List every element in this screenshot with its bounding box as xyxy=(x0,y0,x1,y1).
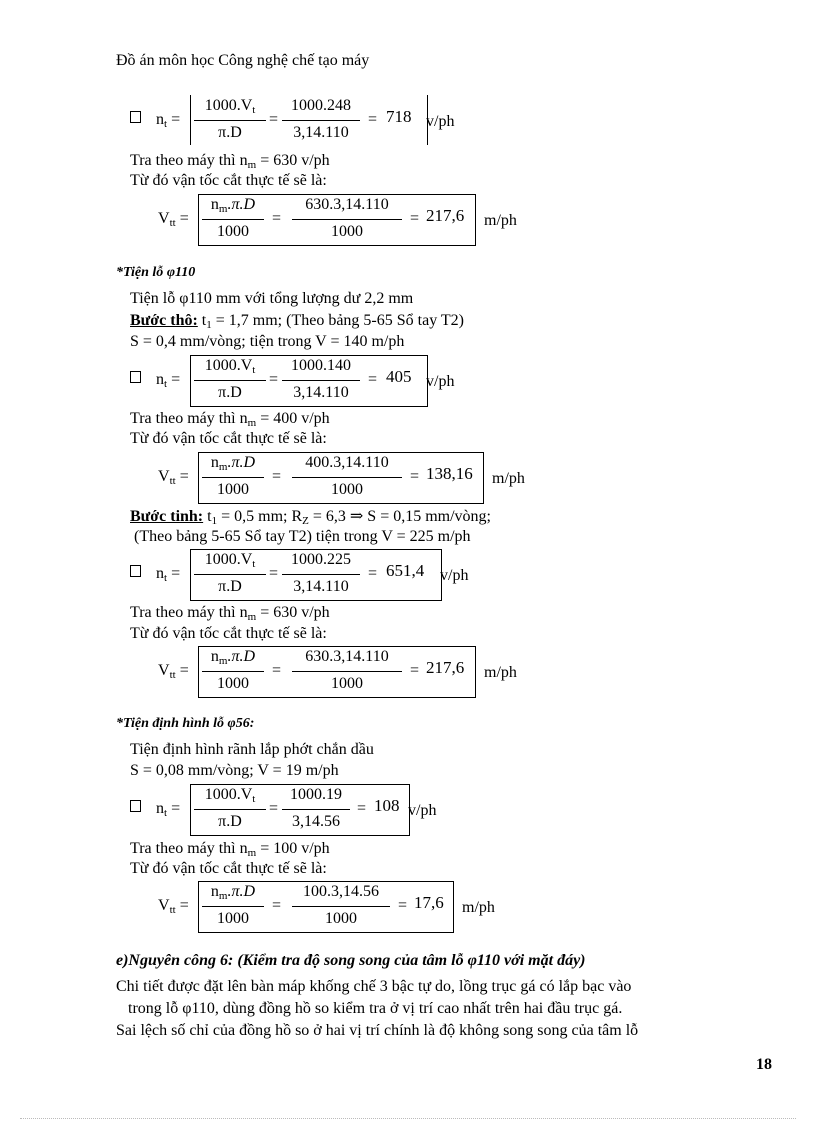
fraction-numeric: 1000.248 3,14.110 xyxy=(280,95,362,145)
bullet-square-icon xyxy=(130,800,141,812)
fraction-numeric: 1000.225 3,14.110 xyxy=(280,549,362,599)
formula-lhs: $V_{tt}$ = xyxy=(158,662,189,681)
intro-line: Tiện lỗ φ110 mm với tổng lượng dư 2,2 mm xyxy=(130,290,414,307)
tra-line-4: Tra theo máy thì $n_m = 100$ v/ph xyxy=(130,840,330,859)
n-formula-2: $n_t$ = $1000.V_t$ π.D = 1000.140 3,14.110 = 405 v/ph xyxy=(128,355,468,407)
tudo-line-2: Từ đó vận tốc cắt thực tế sẽ là: xyxy=(130,430,327,447)
tudo-line-3: Từ đó vận tốc cắt thực tế sẽ là: xyxy=(130,625,327,642)
v-formula-2: $V_{tt}$ = $n_m.\pi.D$ 1000 = 400.3,14.110 1000 = 138,16 m/ph xyxy=(158,452,558,504)
n-formula-3: $n_t$ = $1000.V_t$ π.D = 1000.225 3,14.110 = 651,4 v/ph xyxy=(128,549,488,601)
formula-unit: v/ph xyxy=(426,113,455,130)
fraction-numeric: 1000.19 3,14.56 xyxy=(280,784,352,834)
bullet-square-icon xyxy=(130,111,141,123)
formula-result: 17,6 xyxy=(414,893,444,912)
intro-line: Tiện định hình rãnh lắp phớt chắn dầu xyxy=(130,741,374,758)
fraction-numeric: 630.3,14.110 1000 xyxy=(290,194,404,244)
formula-result: 718 xyxy=(386,107,412,126)
formula-result: 217,6 xyxy=(426,658,465,677)
paragraph-line-1: Chi tiết được đặt lên bàn máp khống chế 3 bậc tự do, lồng trục gá có lắp bạc vào xyxy=(116,978,632,995)
s-line: S = 0,08 mm/vòng; V = 19 m/ph xyxy=(130,762,339,779)
n-formula-1: $n_t$ = $1000.V_t$ π.D = 1000.248 3,14.110 = 718 v/ph xyxy=(128,95,468,147)
v-formula-1: $V_{tt}$ = $n_m.\pi.D$ 1000 = 630.3,14.110 1000 = 217,6 m/ph xyxy=(158,194,538,246)
fraction-symbolic: $1000.V_t$ π.D xyxy=(192,95,268,145)
fraction-numeric: 1000.140 3,14.110 xyxy=(280,355,362,405)
n-formula-4: $n_t$ = $1000.V_t$ π.D = 1000.19 3,14.56 = 108 v/ph xyxy=(128,784,448,836)
document-header: Đồ án môn học Công nghệ chế tạo máy xyxy=(116,52,370,69)
buoc-tinh-line: Bước tinh: $t_1 = 0,5$ mm; $R_Z = 6,3$ ⇒ S = 0,15 mm/vòng; xyxy=(130,508,491,527)
formula-lhs: $V_{tt}$ = xyxy=(158,897,189,916)
page-number: 18 xyxy=(756,1056,772,1073)
v-formula-4: $V_{tt}$ = $n_m.\pi.D$ 1000 = 100.3,14.56 1000 = 17,6 m/ph xyxy=(158,881,518,933)
page-bottom-divider xyxy=(20,1118,796,1119)
formula-lhs: $n_t$ = xyxy=(156,371,181,390)
paragraph-line-2: trong lỗ φ110, dùng đồng hồ so kiểm tra ở vị trí cao nhất trên hai đầu trục gá. xyxy=(128,1000,623,1017)
formula-lhs: $n_t$ = xyxy=(156,800,181,819)
v-formula-3: $V_{tt}$ = $n_m.\pi.D$ 1000 = 630.3,14.110 1000 = 217,6 m/ph xyxy=(158,646,538,698)
formula-lhs: $V_{tt}$ = xyxy=(158,468,189,487)
buoc-tho-line: Bước thô: $t_1 = 1,7$ mm; (Theo bảng 5-65 Sổ tay T2) xyxy=(130,312,464,331)
buoc-tinh-line-2: (Theo bảng 5-65 Sổ tay T2) tiện trong V = 225 m/ph xyxy=(134,528,471,545)
fraction-numeric: 630.3,14.110 1000 xyxy=(290,646,404,696)
formula-lhs: $n_t$ = xyxy=(156,565,181,584)
formula-unit: m/ph xyxy=(484,212,517,229)
formula-unit: v/ph xyxy=(408,802,437,819)
formula-unit: m/ph xyxy=(462,899,495,916)
bullet-square-icon xyxy=(130,371,141,383)
fraction-symbolic: $1000.V_t$ π.D xyxy=(192,355,268,405)
formula-unit: m/ph xyxy=(484,664,517,681)
fraction-symbolic: $n_m.\pi.D$ 1000 xyxy=(200,194,266,244)
fraction-numeric: 400.3,14.110 1000 xyxy=(290,452,404,502)
formula-unit: v/ph xyxy=(440,567,469,584)
tudo-line-4: Từ đó vận tốc cắt thực tế sẽ là: xyxy=(130,860,327,877)
formula-result: 651,4 xyxy=(386,561,425,580)
formula-result: 217,6 xyxy=(426,206,465,225)
fraction-symbolic: $1000.V_t$ π.D xyxy=(192,784,268,834)
formula-result: 108 xyxy=(374,796,400,815)
formula-result: 138,16 xyxy=(426,464,473,483)
section-title-tien-lo-110: *Tiện lỗ φ110 xyxy=(116,265,196,280)
formula-result: 405 xyxy=(386,367,412,386)
formula-lhs: $V_{tt}$ = xyxy=(158,210,189,229)
s-line: S = 0,4 mm/vòng; tiện trong V = 140 m/ph xyxy=(130,333,405,350)
fraction-symbolic: $n_m.\pi.D$ 1000 xyxy=(200,646,266,696)
fraction-symbolic: $n_m.\pi.D$ 1000 xyxy=(200,452,266,502)
fraction-numeric: 100.3,14.56 1000 xyxy=(290,881,392,931)
section-title-nguyen-cong-6: e)Nguyên công 6: (Kiểm tra độ song song của tâm lỗ φ110 với mặt đáy) xyxy=(116,952,586,969)
formula-unit: m/ph xyxy=(492,470,525,487)
tra-line-1: Tra theo máy thì $n_m = 630$ v/ph xyxy=(130,152,330,171)
bullet-square-icon xyxy=(130,565,141,577)
formula-lhs: $n_t$ = xyxy=(156,111,181,130)
fraction-symbolic: $n_m.\pi.D$ 1000 xyxy=(200,881,266,931)
fraction-symbolic: $1000.V_t$ π.D xyxy=(192,549,268,599)
tra-line-2: Tra theo máy thì $n_m = 400$ v/ph xyxy=(130,410,330,429)
formula-unit: v/ph xyxy=(426,373,455,390)
tra-line-3: Tra theo máy thì $n_m = 630$ v/ph xyxy=(130,604,330,623)
section-title-tien-dinh-hinh: *Tiện định hình lỗ φ56: xyxy=(116,716,255,731)
paragraph-line-3: Sai lệch số chỉ của đồng hồ so ở hai vị trí chính là độ không song song của tâm lỗ xyxy=(116,1022,639,1039)
tudo-line-1: Từ đó vận tốc cắt thực tế sẽ là: xyxy=(130,172,327,189)
